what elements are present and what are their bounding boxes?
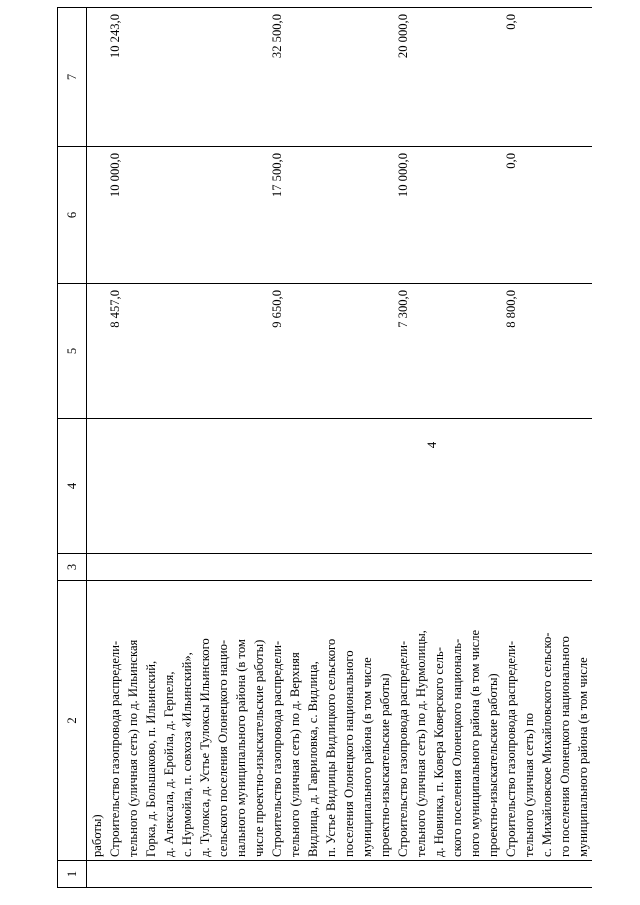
header-row — [58, 8, 87, 888]
table-row — [394, 8, 502, 888]
table-row — [87, 8, 107, 888]
value-col6: 10 000,0 — [106, 147, 268, 284]
header-cell: 7 — [58, 8, 87, 147]
value-col5: 7 300,0 — [394, 284, 502, 419]
budget-table — [57, 7, 592, 888]
value-col5: 8 800,0 — [502, 284, 592, 419]
header-cell: 4 — [58, 419, 87, 554]
page-number: 4 — [424, 441, 439, 449]
value-col7: 20 000,0 — [394, 8, 502, 147]
project-name: Строительство газопровода распредели- тельного (уличная сеть) по д. Нурмолицы, д. Новинка, п. Ковера Коверского сель- ского поселения Олонецкого националь- ного муниципального района (в том числе проектно-изыскательские работы) — [394, 581, 502, 861]
header-cell: 1 — [58, 861, 87, 888]
header-cell: 3 — [58, 554, 87, 581]
table-row — [106, 8, 268, 888]
continued-text: работы) — [87, 581, 107, 861]
value-col6: 0,0 — [502, 147, 592, 284]
value-col5: 8 457,0 — [106, 284, 268, 419]
rotated-table-container — [57, 8, 617, 888]
project-name: Строительство газопровода распредели- тельного (уличная сеть) по д. Ильинская Горка, д. Большаково, п. Ильинский, д. Алексала, д. Еройла, д. Герпеля, с. Нурмойла, п. совхоза «Ильинский», д. Тулокса, д. Устье Тулоксы Ильинского сельского поселения Олонецкого нацио- нального муниципального района (в том числе проектно-изыскательские работы) — [106, 581, 268, 861]
value-col7: 10 243,0 — [106, 8, 268, 147]
value-col6: 10 000,0 — [394, 147, 502, 284]
value-col5: 9 650,0 — [268, 284, 394, 419]
table-row — [502, 8, 592, 888]
table-row — [268, 8, 394, 888]
header-cell: 6 — [58, 147, 87, 284]
value-col6: 17 500,0 — [268, 147, 394, 284]
value-col7: 32 500,0 — [268, 8, 394, 147]
header-cell: 2 — [58, 581, 87, 861]
value-col7: 0,0 — [502, 8, 592, 147]
header-cell: 5 — [58, 284, 87, 419]
project-name: Строительство газопровода распредели- тельного (уличная сеть) по д. Верхняя Видлица, д. Гавриловка, с. Видлица, п. Устье Видлицы Видлицкого сельского поселения Олонецкого национального муниципального района (в том числе проектно-изыскательские работы) — [268, 581, 394, 861]
project-name: Строительство газопровода распредели- тельного (уличная сеть) по с. Михайловское Михайловского сельско- го поселения Олонецкого национального муниципального района (в том числе — [502, 581, 592, 861]
